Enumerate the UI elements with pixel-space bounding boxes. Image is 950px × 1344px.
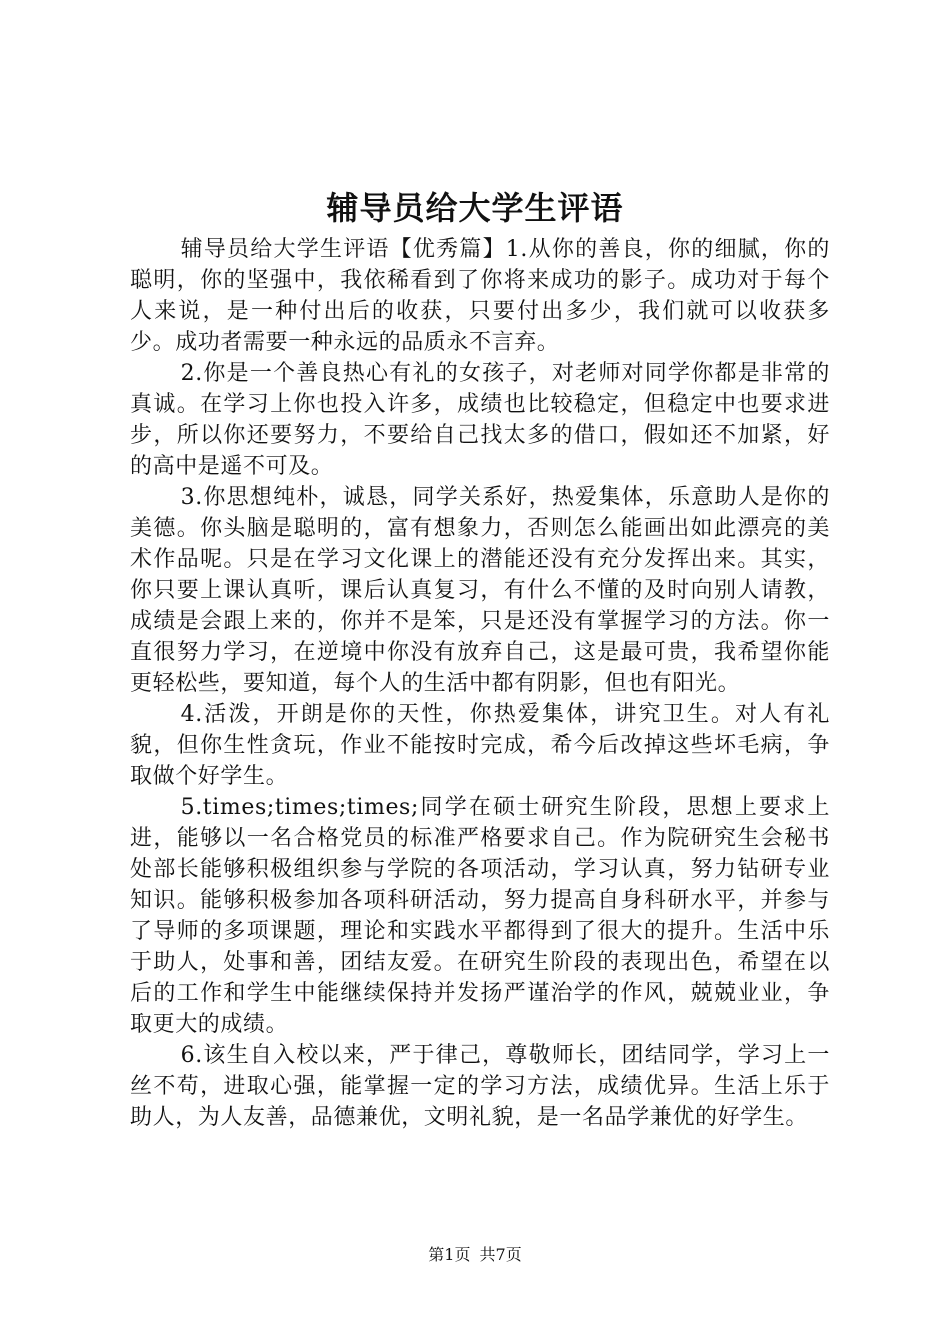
paragraph-2: 2.你是一个善良热心有礼的女孩子，对老师对同学你都是非常的真诚。在学习上你也投入许多，成绩也比较稳定，但稳定中也要求进步，所以你还要努力，不要给自己找太多的借口，假如还不加紧，好的高中是遥不可及。 bbox=[130, 361, 830, 479]
paragraph-1: 辅导员给大学生评语【优秀篇】1.从你的善良，你的细腻，你的聪明，你的坚强中，我依稀看到了你将来成功的影子。成功对于每个人来说，是一种付出后的收获，只要付出多少，我们就可以收获多少。成功者需要一种永远的品质永不言弃。 bbox=[130, 237, 830, 355]
paragraph-3: 3.你思想纯朴，诚恳，同学关系好，热爱集体，乐意助人是你的美德。你头脑是聪明的，富有想象力，否则怎么能画出如此漂亮的美术作品呢。只是在学习文化课上的潜能还没有充分发挥出来。其实，你只要上课认真听，课后认真复习，有什么不懂的及时向别人请教，成绩是会跟上来的，你并不是笨，只是还没有掌握学习的方法。你一直很努力学习，在逆境中你没有放弃自己，这是最可贵，我希望你能更轻松些，要知道，每个人的生活中都有阴影，但也有阳光。 bbox=[130, 485, 830, 696]
page-number: 第1页 bbox=[428, 1245, 471, 1264]
document-body bbox=[130, 234, 830, 1133]
page-footer bbox=[0, 1244, 950, 1266]
document-title: 辅导员给大学生评语 bbox=[326, 189, 624, 227]
paragraph-4: 4.活泼，开朗是你的天性，你热爱集体，讲究卫生。对人有礼貌，但你生性贪玩，作业不能按时完成，希今后改掉这些坏毛病，争取做个好学生。 bbox=[130, 702, 830, 789]
paragraph-5: 5.times;times;times;同学在硕士研究生阶段，思想上要求上进，能够以一名合格党员的标准严格要求自己。作为院研究生会秘书处部长能够积极组织参与学院的各项活动，学习认真，努力钻研专业知识。能够积极参加各项科研活动，努力提高自身科研水平，并参与了导师的多项课题，理论和实践水平都得到了很大的提升。生活中乐于助人，处事和善，团结友爱。在研究生阶段的表现出色，希望在以后的工作和学生中能继续保持并发扬严谨治学的作风，兢兢业业，争取更大的成绩。 bbox=[130, 795, 830, 1037]
page-total: 共7页 bbox=[479, 1245, 522, 1264]
paragraph-6: 6.该生自入校以来，严于律己，尊敬师长，团结同学，学习上一丝不苟，进取心强，能掌握一定的学习方法，成绩优异。生活上乐于助人，为人友善，品德兼优，文明礼貌，是一名品学兼优的好学生。 bbox=[130, 1043, 830, 1130]
